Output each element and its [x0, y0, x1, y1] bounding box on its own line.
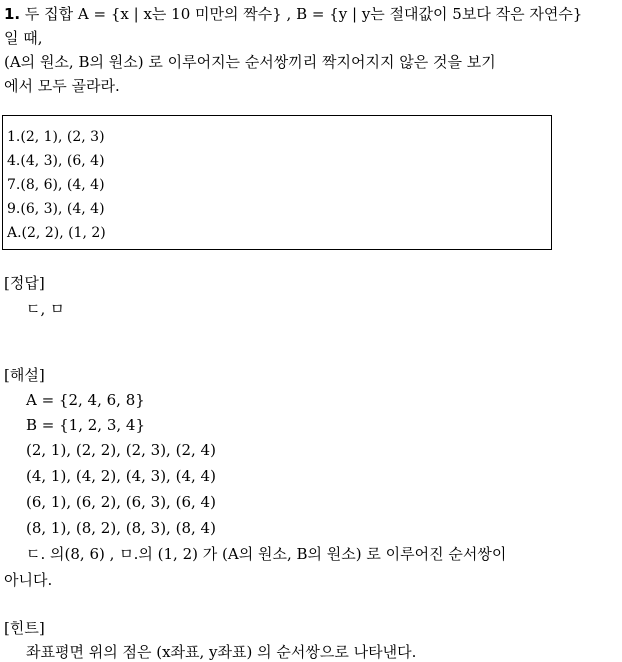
hint-label: [힌트]: [4, 619, 45, 637]
option-7: 7.(8, 6), (4, 4): [7, 177, 105, 193]
question-line-2: 일 때,: [4, 29, 43, 47]
explanation-line: (2, 1), (2, 2), (2, 3), (2, 4): [26, 441, 216, 459]
explanation-line: (8, 1), (8, 2), (8, 3), (8, 4): [26, 519, 216, 537]
explanation-line: 아니다.: [4, 571, 53, 589]
question-text-1: 두 집합 A = {x | x는 10 미만의 짝수} , B = {y | y는 절대값이 5보다 작은 자연수}: [24, 5, 583, 23]
answer-label: [정답]: [4, 274, 45, 292]
explanation-label: [해설]: [4, 366, 45, 384]
hint-text: 좌표평면 위의 점은 (x좌표, y좌표) 의 순서쌍으로 나타낸다.: [26, 643, 417, 661]
question-number: 1.: [4, 5, 21, 23]
explanation-line: (4, 1), (4, 2), (4, 3), (4, 4): [26, 467, 216, 485]
explanation-line: A = {2, 4, 6, 8}: [26, 391, 145, 409]
answer-value: ㄷ, ㅁ: [26, 300, 65, 318]
explanation-line: ㄷ. 의(8, 6) , ㅁ.의 (1, 2) 가 (A의 원소, B의 원소) 로 이루어진 순서쌍이: [26, 545, 507, 563]
option-1: 1.(2, 1), (2, 3): [7, 129, 105, 145]
options-box: [2, 115, 552, 250]
question-line-3: (A의 원소, B의 원소) 로 이루어지는 순서쌍끼리 짝지어지지 않은 것을 보기: [4, 53, 496, 71]
option-a: A.(2, 2), (1, 2): [7, 225, 106, 241]
option-4: 4.(4, 3), (6, 4): [7, 153, 105, 169]
question-line-1: [4, 4, 582, 24]
explanation-line: B = {1, 2, 3, 4}: [26, 416, 145, 434]
explanation-line: (6, 1), (6, 2), (6, 3), (6, 4): [26, 493, 216, 511]
option-9: 9.(6, 3), (4, 4): [7, 201, 105, 217]
question-line-4: 에서 모두 골라라.: [4, 77, 120, 95]
